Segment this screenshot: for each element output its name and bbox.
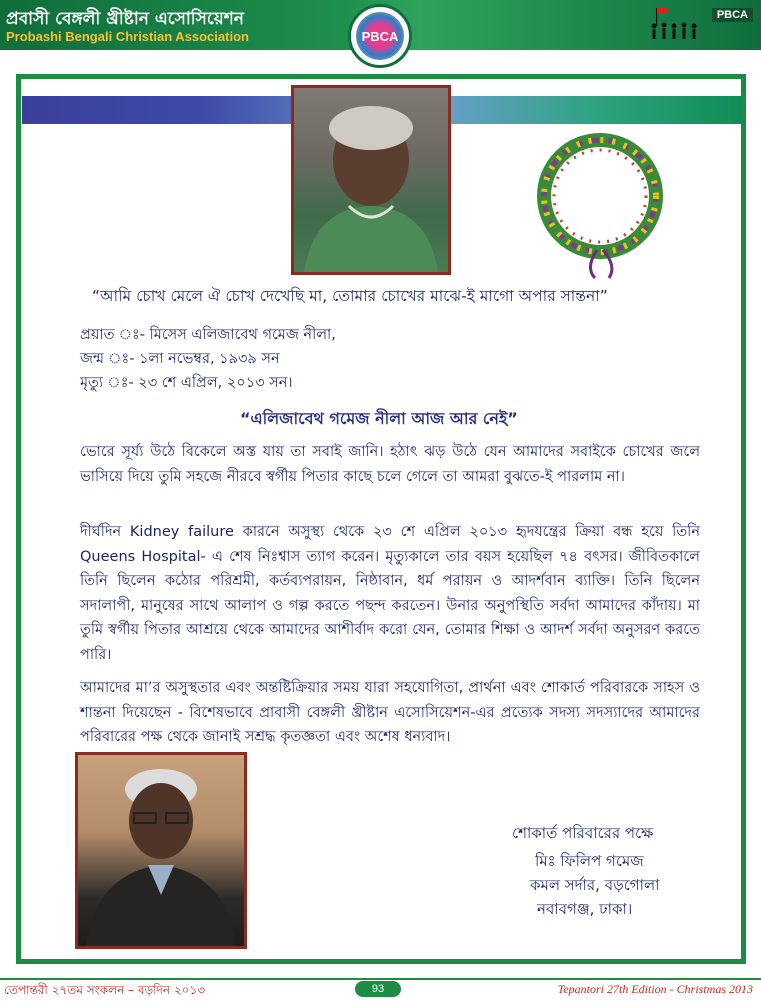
- pbca-logo: [348, 4, 412, 68]
- headline-quote: “এলিজাবেথ গমেজ নীলা আজ আর নেই”: [240, 409, 518, 428]
- portrait-figure-2: [78, 755, 244, 946]
- portrait-photo-deceased: [291, 85, 451, 275]
- footer-divider: [0, 978, 761, 980]
- page-number: 93: [355, 981, 401, 997]
- signature-line-3: কমল সর্দার, বড়গোলা: [530, 876, 660, 894]
- signature-line-2: মিঃ ফিলিপ গমেজ: [535, 852, 644, 870]
- opening-quote: “আমি চোখ মেলে ঐ চোখ দেখেছি মা, তোমার চোখের মাঝে-ই মাগো অপার সান্তনা”: [92, 287, 608, 305]
- death-date-line: মৃত্যু ঃ- ২৩ শে এপ্রিল, ২০১৩ সন।: [80, 375, 293, 391]
- paragraph-2: দীর্ঘদিন Kidney failure কারনে অসুস্থ্য থেকে ২৩ শে এপ্রিল ২০১৩ হৃদযন্ত্রের ক্রিয়া বন্ধ হয়ে তিনি Queens Hospital- এ শেষ নিঃশ্বাস ত্যাগ করেন। মৃত্যুকালে তার বয়স হয়েছিল ৭৪ বৎসর। জীবিতকালে তিনি ছিলেন কঠোর পরিশ্রমী, কর্তব্যপরায়ন, নিষ্ঠাবান, ধর্ম পরায়ন ও আদর্শবান ব্যাক্তি। তিনি ছিলেন সদালাপী, মানুষের সাথে আলাপ ও গল্প করতে পছন্দ করতেন। উনার অনুপস্থিতি সর্বদা আমাদের কাঁদায়। মা তুমি স্বর্গীয় পিতার আশ্রয়ে থেকে আমাদের আশীর্বাদ করো যেন, তোমার শিক্ষা ও আদর্শ সর্বদা অনুসরণ করতে পারি।: [80, 524, 700, 663]
- pbca-badge: PBCA: [712, 8, 753, 22]
- signature-line-1: শোকার্ত পরিবারের পক্ষে: [512, 824, 654, 842]
- runners-icon: [648, 6, 708, 46]
- org-name-english: Probashi Bengali Christian Association: [6, 29, 249, 44]
- footer-edition-bengali: তেপান্তরী ২৭তম সংকলন – বড়দিন ২০১৩: [4, 983, 206, 997]
- signature-line-4: নবাবগঞ্জ, ঢাকা।: [537, 900, 633, 918]
- footer-edition-english: Tepantori 27th Edition - Christmas 2013: [557, 982, 753, 996]
- paragraph-3: আমাদের মা’র অসুস্থতার এবং অন্তষ্টিক্রিয়ার সময় যারা সহযোগিতা, প্রার্থনা এবং শোকার্ত পরিবারকে সাহস ও শান্তনা দিয়েছেন - বিশেষভাবে প্রাবাসী বেঙ্গলী খ্রীষ্টান এসোসিয়েশন-এর প্রত্যেক সদস্য সদস্যাদের আমাদের পরিবারের পক্ষ থেকে জানাই সশ্রদ্ধ কৃতজ্ঞতা এবং অশেষ ধন্যবাদ।: [80, 680, 700, 745]
- portrait-figure: [294, 88, 448, 272]
- org-name-bengali: প্রবাসী বেঙ্গলী খ্রীষ্টান এসোসিয়েশন: [6, 9, 244, 29]
- portrait-photo-family-member: [75, 752, 247, 949]
- birth-date-line: জন্ম ঃ- ১লা নভেম্বর, ১৯৩৯ সন: [80, 351, 280, 367]
- logo-lettering: PBCA: [356, 12, 404, 60]
- paragraph-1: ভোরে সূর্য্য উঠে বিকেলে অস্ত যায় তা সবাই জানি। হঠাৎ ঝড় উঠে যেন আমাদের সবাইকে চোখের জলে ভাসিয়ে দিয়ে তুমি সহজে নীরবে স্বর্গীয় পিতার কাছে চলে গেলে তা আমরা বুঝতে-ই পারলাম না।: [80, 444, 700, 485]
- deceased-name-line: প্রয়াত ঃ- মিসেস এলিজাবেথ গমেজ নীলা,: [80, 327, 336, 343]
- wreath-icon: [525, 118, 675, 283]
